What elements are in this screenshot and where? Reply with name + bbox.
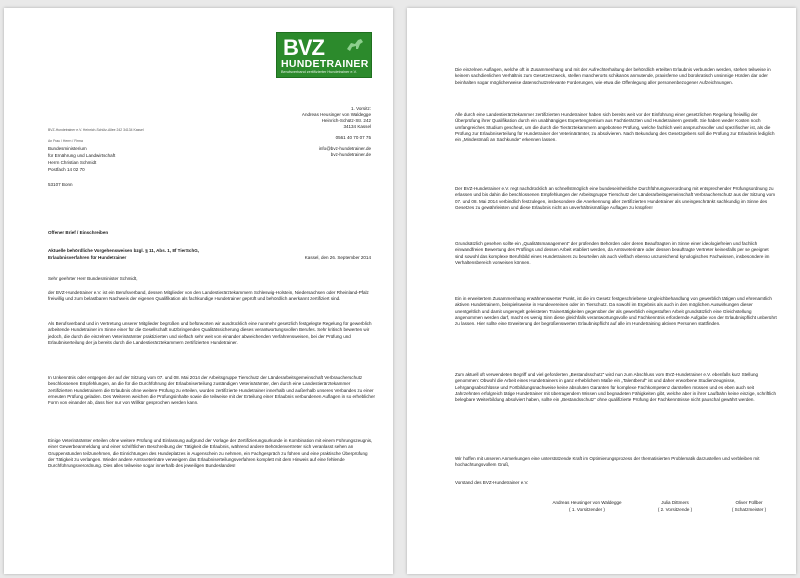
sender-street: Heinrich-Schütz-Str. 242	[321, 118, 371, 123]
signatory-role: ( 1. Vorsitzender )	[569, 507, 605, 512]
recipient-line: für Ernährung und Landwirtschaft	[48, 153, 116, 158]
recipient-line: Bundesministerium	[48, 146, 87, 151]
letter-page-1	[4, 8, 393, 574]
letter-type: Offener Brief / Einschreiben	[48, 230, 109, 235]
bvz-logo	[276, 32, 372, 78]
letter-paragraph: Wir hoffen mit unseren Anmerkungen eine unterstützende Kraft im Optimierungsprozess der thematisierten Problematik darzustellen und verbleiben mit hochachtungsvollem Gruß,	[455, 456, 760, 468]
logo-mark: BVZ	[283, 35, 324, 60]
letter-paragraph: Grundsätzlich gesehen sollte ein „Qualitätsmanagement“ der prüfenden Behörden oder deren Beauftragten im Sinne einer ideologiefreien und fachlich einwandfreien Bewertung des Prüflings und dessen Arbeit etabliert werden, da Amtsveterinäre oder dessen beauftragte Vertreter keinesfalls per se geeignet sind sowohl das komplexe Berufsbild eines Hundetrainers zu beurteilen als auch vielfach ebenso unzureichend kynologisches Fachwissen, insbesondere im Verhaltensbereich vorweisen können.	[455, 241, 770, 265]
logo-subtitle: Berufsverband zertifizierter Hundetrainer e.V.	[281, 70, 357, 74]
sender-role: 1. Vorsitz:	[351, 106, 371, 111]
letter-subject-line-1: Aktuelle behördliche Vorgehensweisen bzgl. § 11, Abs. 1, 8f TierSchG,	[48, 248, 200, 253]
signatory-name: Oliver Füllber	[735, 500, 763, 505]
letter-closing: Vorstand des BVZ-Hundetrainer e.V.	[455, 480, 529, 485]
signatory-name: Andreas Heusinger von Waldegge	[552, 500, 622, 505]
sender-city: 34134 Kassel	[343, 124, 371, 129]
letter-paragraph: Der BVZ-Hundetrainer e.V. regt nachdrücklich an schnellstmöglich eine bundeseinheitliche Durchführungsverordnung mit entsprechender Prüfungsordnung zu erlassen und bis dahin die beschlossenen Empfehlungen der Arbeitsgruppe Tierschutz der Länderarbeitsgemeinschaft Verbraucherschutz aus der Sitzung vom 07. und 08. Mai 2014 verbindlich festzulegen, insbesondere die Anerkennung aller zertifizierten Hundetrainer als uneingeschränkt sachkundig im Sinne des Gesetzes zu gewährleisten und diese Erlaubnis nicht an unverhältnismäßige Auflagen zu knüpfen!	[455, 186, 775, 210]
sender-phone: 0561 40 70 07 75	[335, 135, 371, 140]
letter-page-2	[407, 8, 796, 574]
letter-date: Kassel, den 26. September 2014	[304, 255, 371, 260]
sender-website[interactable]: bvz-hundetrainer.de	[330, 152, 371, 157]
signatory-name: Julia Dittmers	[661, 500, 689, 505]
letter-subject-line-2: Erlaubnisverfahren für Hundetrainer	[48, 255, 127, 260]
letter-paragraph: Alle durch eine Landestierärztekammer zertifizierten Hundetrainer haben sich bereits weit vor der Einführung einer gesetzlichen Regelung freiwillig der Überprüfung ihrer Qualifikation durch ein unabhängiges Expertengremium aus Fachtierärzten und Hundetrainern gestellt. Sie haben weder Kosten noch umfangreiches Studium gescheut, um die durch die Tierärztekammern angebotene Prüfung, welche fachlich weit anspruchsvoller und spezifischer ist, als die Prüfung zur Erlaubniserteilung für Hundetrainer der Veterinärämter, zu absolvieren. Nach Bekundung des Gesetzgebers soll die Prüfung zur Erlaubnis lediglich ein „Mindestmaß an Sachkunde“ erkennen lassen.	[455, 112, 775, 143]
return-address-line: BVZ-Hundetrainer e.V. Heinrich-Schütz-Allee 242 34134 Kassel	[48, 128, 144, 132]
letter-paragraph: In Unkenntnis oder entgegen der auf der Sitzung vom 07. und 08. Mai 2014 der Arbeitsgruppe Tierschutz der Länderarbeitsgemeinschaft Verbraucherschutz beschlossenen Empfehlungen, an die für die Durchführung der Erlaubniserteilung zuständigen Veterinärämter, den durch eine Landestierärztekammer zertifizierten Hundetrainern die Erlaubnis ohne weitere Prüfung zu erteilen, wurden zertifizierte Hundetrainer innerhalb und außerhalb unseres Verbandes zu einer erneuten Prüfung geladen. Des Weiteren weichen die Prüfungsinhalte sowie die teilweise mit der Erteilung einer Erlaubnis verbundenen Auflagen in so erheblicher Form von einander ab, dass hier nur von Willkür gesprochen werden kann.	[48, 375, 375, 406]
recipient-city: 53107 Bonn	[48, 182, 73, 187]
letter-paragraph: Zum aktuell oft verwendeten Begriff und viel geforderten „Bestandsschutz“ wird nun zum Abschluss vom BVZ-Hundetrainer e.V. ebenfalls kurz Stellung genommen: Obwohl die Arbeit eines Hundetrainers in ganz erheblichem Maße ein „Talentberuf“ ist und daher erworbene Studienzeugnisse, Lehrgangsabschlüsse und Fortbildungsnachweise keine absoluten Garanten für komplexe Fachkompetenz darstellen müssen und es eben auch seit Jahrzehnten erfolgreich tätige Hundetrainer mit überragendem Wissen und begnadeten Fähigkeiten gibt, welche aber in ihrer Laufbahn keine einzige, schriftlich belegbare Weiterbildung absolviert haben, sollte ein „Bestandsschutz“ ohne qualifizierte Prüfung der Fachkenntnisse nicht pauschal gewährt werden.	[455, 372, 776, 403]
letter-paragraph: der BVZ-Hundetrainer e.V. ist ein Berufsverband, dessen Mitglieder von den Landestierärztekammern Schleswig-Holstein, Niedersachsen oder Rheinland-Pfalz freiwillig und zum belastbaren Nachweis der eigenen Qualifikation als fachkundige Hundetrainer geprüft und behördlich anerkannt zertifiziert sind.	[48, 290, 369, 302]
dog-icon	[345, 37, 365, 53]
letter-paragraph: Die einzelnen Auflagen, welche oft in Zusammenhang und mit der Aufrechterhaltung der behördlich erteilten Erlaubnis verbunden werden, stehen teilweise in keinem sachdienlichen Verhältnis zum Gesetzeszweck, stellen mancherorts schikanös anmutende, praxisferne und bürokratisch unsinnige Hürden dar oder beinhalten sogar möglicherweise datenschutzrelevante Forderungen, wie etwa die Offenlegung aller personenbezogener Aufzeichnungen.	[455, 67, 771, 85]
letter-paragraph: Einige Veterinärämter erteilen ohne weitere Prüfung und Einlassung aufgrund der Vorlage der Zertifizierungsurkunde in Kombination mit einem Führungszeugnis, einer Gewerbeanmeldung und einer schriftlichen Beschreibung der Tätigkeit die Erlaubnis, während andere Behördenvertreter sich veranlasst sehen an Gruppenstunden teilzunehmen, die Einrichtungen des Hundeplatzes in Augenschein zu nehmen, ein Fachgespräch zu führen und eine praktische Überprüfung der Tätigkeit zu verlangen. Wieder andere Amtsveterinäre verweigern das Erlaubniserteilungsverfahren komplett mit dem Hinweis auf eine fehlende Durchführungsverordnung. Dies alles teilweise sogar innerhalb des jeweiligen Bundeslandes!	[48, 438, 373, 469]
letter-paragraph: Ein in erweitertem Zusammenhang erwähnenswerter Punkt, ist die im Gesetz festgeschriebene Ungleichbehandlung von gewerblich tätigen und ehrenamtlich aktiven Hundetrainern, beispielsweise in Hundevereinen oder im Tierschutz. Da sowohl im Ergebnis als auch in den möglichen Auswirkungen dieser unentgeltlich und damit ungeregelt geleisteten Trainertätigkeiten gegenüber der als gewerblich eingestuften Arbeit grundsätzlich eine Gleichstellung angenommen werden darf, macht es wenig Sinn diese gleichfalls verantwortungsvolle und Fachkenntnis erfordernde Aufgabe von der Erlaubnispflicht unberührt zu lassen. Hier sollte eine Erweiterung der begrüßenswerten Erlaubnispflicht auf alle im Hundetraining aktiven Personen stattfinden.	[455, 296, 777, 327]
recipient-salutation-line: An Frau / Herrn / Firma	[48, 139, 83, 143]
logo-name: HUNDETRAINER	[281, 58, 369, 70]
sender-email[interactable]: info@bvz-hundetrainer.de	[318, 146, 371, 151]
signatory-role: ( Schatzmeister )	[731, 507, 767, 512]
sender-name: Andreas Heusinger von Waldegge	[301, 112, 371, 117]
recipient-line: Herrn Christian Schmidt	[48, 160, 97, 165]
letter-paragraph: Als Berufsverband und in Vertretung unserer Mitglieder begrüßen und befürworten wir ausdrücklich eine nunmehr gesetzlich festgelegte Regelung für gewerblich arbeitende Hundetrainer im Sinne einer für die Gesellschaft nutzbringenden Qualitätssicherung dieses verantwortungsvollen Berufes. Sehr kritisch bewerten wir jedoch, die durch die einzelnen Veterinärämter praktizierten und vielfach sehr weit von einander abweichenden Verfahrensweisen, bei der Prüfung und Erlaubniserteilung der ja bereits durch die Landestierärztekammern zertifizierten Hundetrainer.	[48, 321, 372, 345]
signatory-role: ( 2. Vorsitzende )	[657, 507, 693, 512]
recipient-line: Postfach 14 02 70	[48, 167, 85, 172]
letter-greeting: Sehr geehrter Herr Bundesminister Schmidt,	[48, 276, 138, 281]
